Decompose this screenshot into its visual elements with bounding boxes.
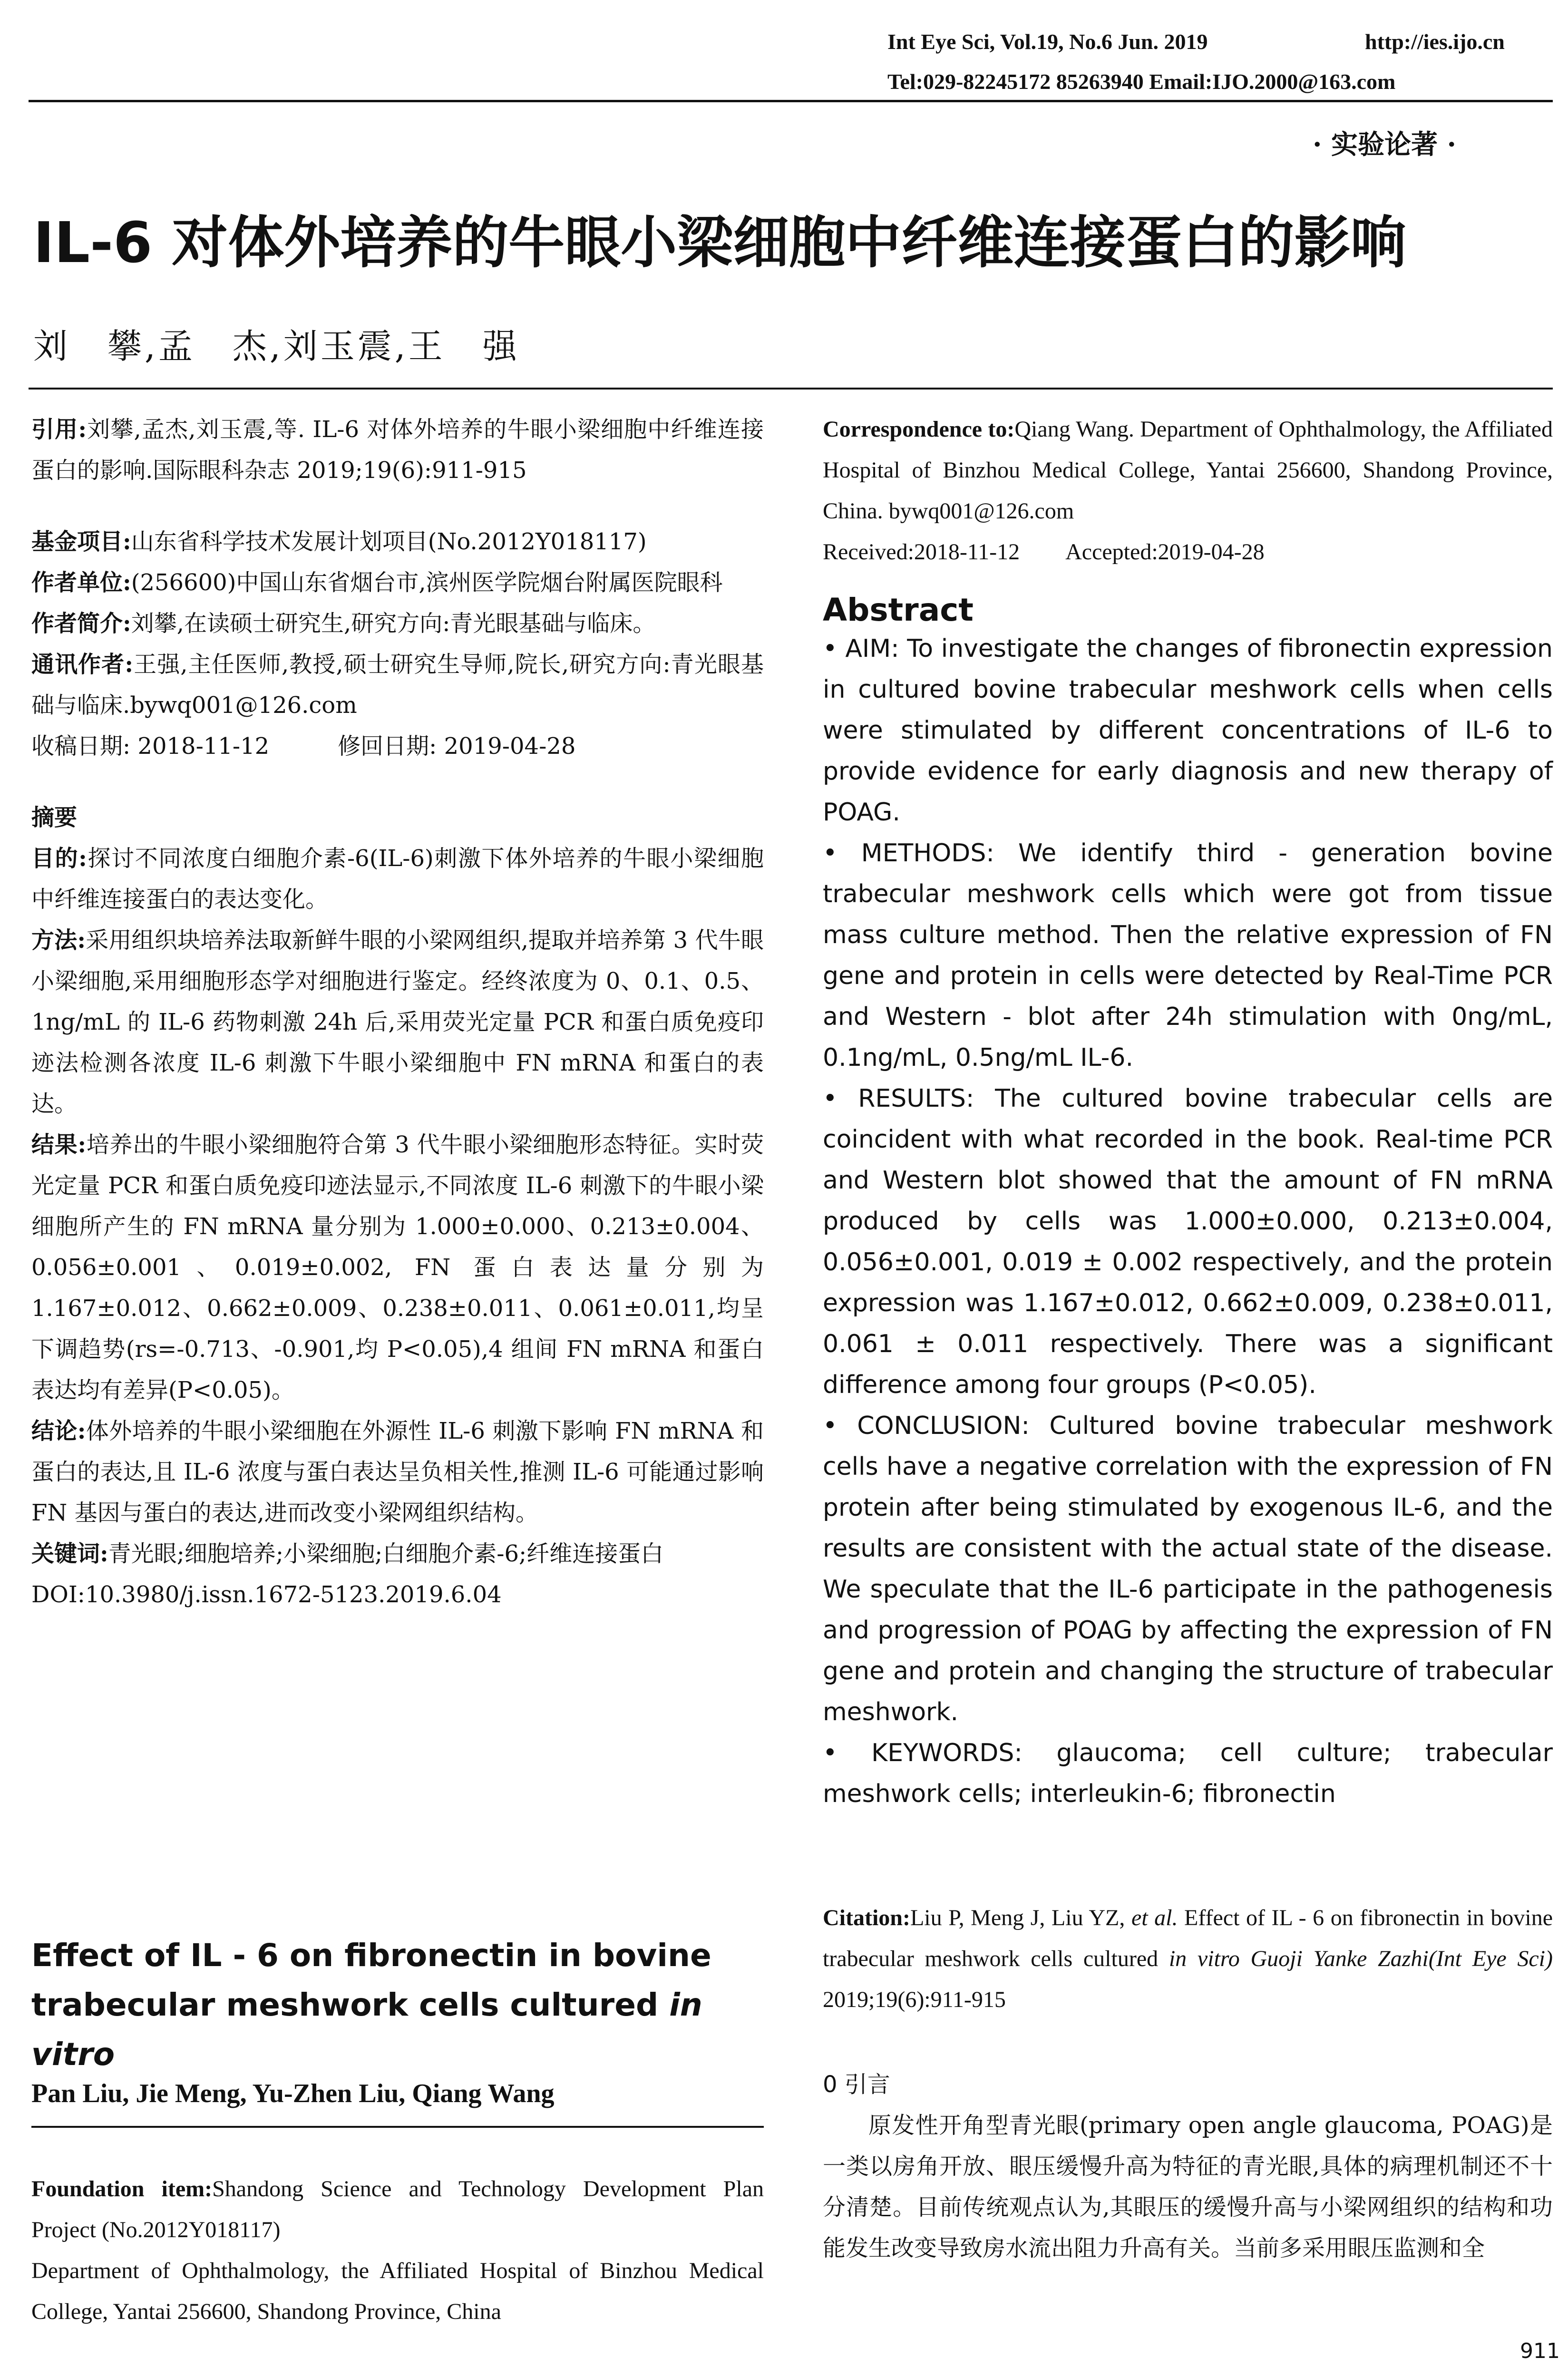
conclusion-text: 体外培养的牛眼小梁细胞在外源性 IL-6 刺激下影响 FN mRNA 和蛋白的表达,且 IL-6 浓度与蛋白表达呈负相关性,推测 IL-6 可能通过影响 FN 基因与蛋白的表达,进而改变小梁网组织结构。: [31, 1418, 764, 1526]
results-text: 培养出的牛眼小梁细胞符合第 3 代牛眼小梁细胞形态特征。实时荧光定量 PCR 和蛋白质免疫印迹法显示,不同浓度 IL-6 刺激下的牛眼小梁细胞所产生的 FN mRNA 量分别为 1.000±0.000、0.213±0.004、0.056±0.001、0.019±0.002, FN 蛋白表达量分别为 1.167±0.012、0.662±0.009、0.238±0.011、0.061±0.011,均呈下调趋势(rs=-0.713、-0.901,均 P<0.05),4 组间 FN mRNA 和蛋白表达均有差异(P<0.05)。: [31, 1131, 764, 1403]
english-title-block: [31, 1931, 764, 2079]
bio-label: 作者简介:: [31, 610, 131, 637]
conclusion-label: 结论:: [31, 1418, 86, 1444]
contact-line: Tel:029-82245172 85263940 Email:IJO.2000@163.com: [887, 69, 1396, 94]
bio-text: 刘攀,在读硕士研究生,研究方向:青光眼基础与临床。: [131, 610, 656, 637]
citation-en: [823, 1898, 1553, 2020]
keywords-text: 青光眼;细胞培养;小梁细胞;白细胞介素-6;纤维连接蛋白: [108, 1540, 664, 1567]
citation-en-journal: Guoji Yanke Zazhi(Int Eye Sci): [1250, 1946, 1553, 1971]
intro-block: [823, 2064, 1553, 2269]
methods-en: • METHODS: We identify third - generation bovine trabecular meshwork cells which were got from tissue mass culture method. Then the relative expression of FN gene and protein in cells were detected by Real-Time PCR and Western - blot after 24h stimulation with 0ng/mL, 0.1ng/mL, 0.5ng/mL IL-6.: [823, 839, 1553, 1072]
aim-text: 探讨不同浓度白细胞介素-6(IL-6)刺激下体外培养的牛眼小梁细胞中纤维连接蛋白的表达变化。: [31, 845, 764, 913]
foundation-text: Shandong Science and Technology Development Plan Project (No.2012Y018117): [31, 2176, 764, 2242]
authors-cn: 刘 攀,孟 杰,刘玉震,王 强: [33, 326, 520, 366]
citation-en-block: [823, 1898, 1553, 2020]
correspondence-label: Correspondence to:: [823, 417, 1015, 442]
intro-text: 原发性开角型青光眼(primary open angle glaucoma, POAG)是一类以房角开放、眼压缓慢升高为特征的青光眼,具体的病理机制还不十分清楚。目前传统观点认为,其眼压的缓慢升高与小梁网组织的结构和功能发生改变导致房水流出阻力升高有关。当前多采用眼压监测和全: [823, 2112, 1553, 2261]
foundation-label: Foundation item:: [31, 2176, 213, 2202]
section-tag: · 实验论著 ·: [1313, 129, 1456, 160]
intro-head: 0 引言: [823, 2071, 890, 2098]
unit-label: 作者单位:: [31, 569, 131, 596]
fund-label: 基金项目:: [31, 528, 131, 555]
results-cn: [31, 1124, 764, 1411]
english-authors: Pan Liu, Jie Meng, Yu-Zhen Liu, Qiang Wang: [31, 2079, 555, 2108]
aim-label: 目的:: [31, 845, 87, 872]
right-column: [823, 409, 1553, 1814]
corr-text: 王强,主任医师,教授,硕士研究生导师,院长,研究方向:青光眼基础与临床.bywq001@126.com: [31, 651, 764, 719]
header-rule: [29, 100, 1553, 102]
citation-en-label: Citation:: [823, 1905, 910, 1930]
english-title-main: Effect of IL - 6 on fibronectin in bovine trabecular meshwork cells cultured: [31, 1937, 711, 2023]
correspondence-en: [823, 409, 1553, 532]
conclusion-en: • CONCLUSION: Cultured bovine trabecular meshwork cells have a negative correlation with the expression of FN protein after being stimulated by exogenous IL-6, and the results are consistent with the actual state of the disease. We speculate that the IL-6 participate in the pathogenesis and progression of POAG by affecting the expression of FN gene and protein and changing the structure of trabecular meshwork.: [823, 1412, 1553, 1726]
author-unit: [31, 562, 764, 603]
citation-en-authors: Liu P, Meng J, Liu YZ,: [910, 1905, 1131, 1930]
foundation-block: [31, 2169, 764, 2332]
dates-cn: 收稿日期: 2018-11-12 修回日期: 2019-04-28: [31, 733, 576, 760]
aim-en: • AIM: To investigate the changes of fibronectin expression in cultured bovine trabecular meshwork cells when cells were stimulated by different concentrations of IL-6 to provide evidence for early diagnosis and new therapy of POAG.: [823, 634, 1553, 827]
methods-label: 方法:: [31, 927, 86, 954]
keywords-en: • KEYWORDS: glaucoma; cell culture; trabecular meshwork cells; interleukin-6; fibronectin: [823, 1739, 1553, 1808]
dates-en: Received:2018-11-12 Accepted:2019-04-28: [823, 539, 1265, 565]
citation-en-title: Effect of IL - 6 on fibronectin in bovine trabecular meshwork cells cultured: [823, 1905, 1553, 1971]
doi[interactable]: DOI:10.3980/j.issn.1672-5123.2019.6.04: [31, 1581, 502, 1608]
methods-text: 采用组织块培养法取新鲜牛眼的小梁网组织,提取并培养第 3 代牛眼小梁细胞,采用细胞形态学对细胞进行鉴定。经终浓度为 0、0.1、0.5、1ng/mL 的 IL-6 药物刺激 24h 后,采用荧光定量 PCR 和蛋白质免疫印迹法检测各浓度 IL-6 刺激下牛眼小梁细胞中 FN mRNA 和蛋白的表达。: [31, 927, 764, 1117]
citation-en-invitro: in vitro: [1169, 1946, 1240, 1971]
citation-en-etal: et al.: [1131, 1905, 1178, 1930]
abstract-head-cn: 摘要: [31, 804, 78, 831]
page-title: IL-6 对体外培养的牛眼小梁细胞中纤维连接蛋白的影响: [33, 210, 1407, 275]
page-number: 911: [1520, 2339, 1560, 2363]
corr-label: 通讯作者:: [31, 651, 134, 678]
results-en: • RESULTS: The cultured bovine trabecular cells are coincident with what recorded in the book. Real-time PCR and Western blot showed that the amount of FN mRNA produced by cells was 1.000±0.000, 0.213±0.004, 0.056±0.001, 0.019 ± 0.002 respectively, and the protein expression was 1.167±0.012, 0.662±0.009, 0.238±0.011, 0.061 ± 0.011 respectively. There was a significant difference among four groups (P<0.05).: [823, 1084, 1553, 1399]
foundation-item: [31, 2169, 764, 2250]
english-title: [31, 1931, 764, 2079]
english-title-italic: in vitro: [31, 1987, 702, 2073]
unit-text: (256600)中国山东省烟台市,滨州医学院烟台附属医院眼科: [131, 569, 723, 596]
methods-cn: [31, 920, 764, 1124]
citation-label: 引用:: [31, 416, 87, 443]
journal-url[interactable]: http://ies.ijo.cn: [1365, 29, 1505, 54]
correspondence-text: Qiang Wang. Department of Ophthalmology, the Affiliated Hospital of Binzhou Medical College, Yantai 256600, Shandong Province, China. bywq001@126.com: [823, 417, 1553, 524]
author-bio: [31, 603, 764, 644]
conclusion-cn: [31, 1411, 764, 1533]
aim-cn: [31, 838, 764, 920]
left-column: [31, 409, 764, 1615]
fund-item: [31, 521, 764, 562]
keywords-cn: [31, 1533, 764, 1574]
english-authors-rule: [31, 2126, 764, 2128]
keywords-label: 关键词:: [31, 1540, 108, 1567]
abstract-head-en: Abstract: [823, 592, 974, 628]
fund-text: 山东省科学技术发展计划项目(No.2012Y018117): [131, 528, 647, 555]
journal-line: Int Eye Sci, Vol.19, No.6 Jun. 2019: [887, 29, 1208, 54]
citation-text: 刘攀,孟杰,刘玉震,等. IL-6 对体外培养的牛眼小梁细胞中纤维连接蛋白的影响.国际眼科杂志 2019;19(6):911-915: [31, 416, 764, 484]
citation-en-tail: 2019;19(6):911-915: [823, 1987, 1006, 2012]
results-label: 结果:: [31, 1131, 87, 1158]
corresponding-author: [31, 644, 764, 726]
department-en: Department of Ophthalmology, the Affiliated Hospital of Binzhou Medical College, Yantai 256600, Shandong Province, China: [31, 2258, 764, 2324]
citation-cn: [31, 409, 764, 491]
title-rule: [29, 388, 1553, 390]
